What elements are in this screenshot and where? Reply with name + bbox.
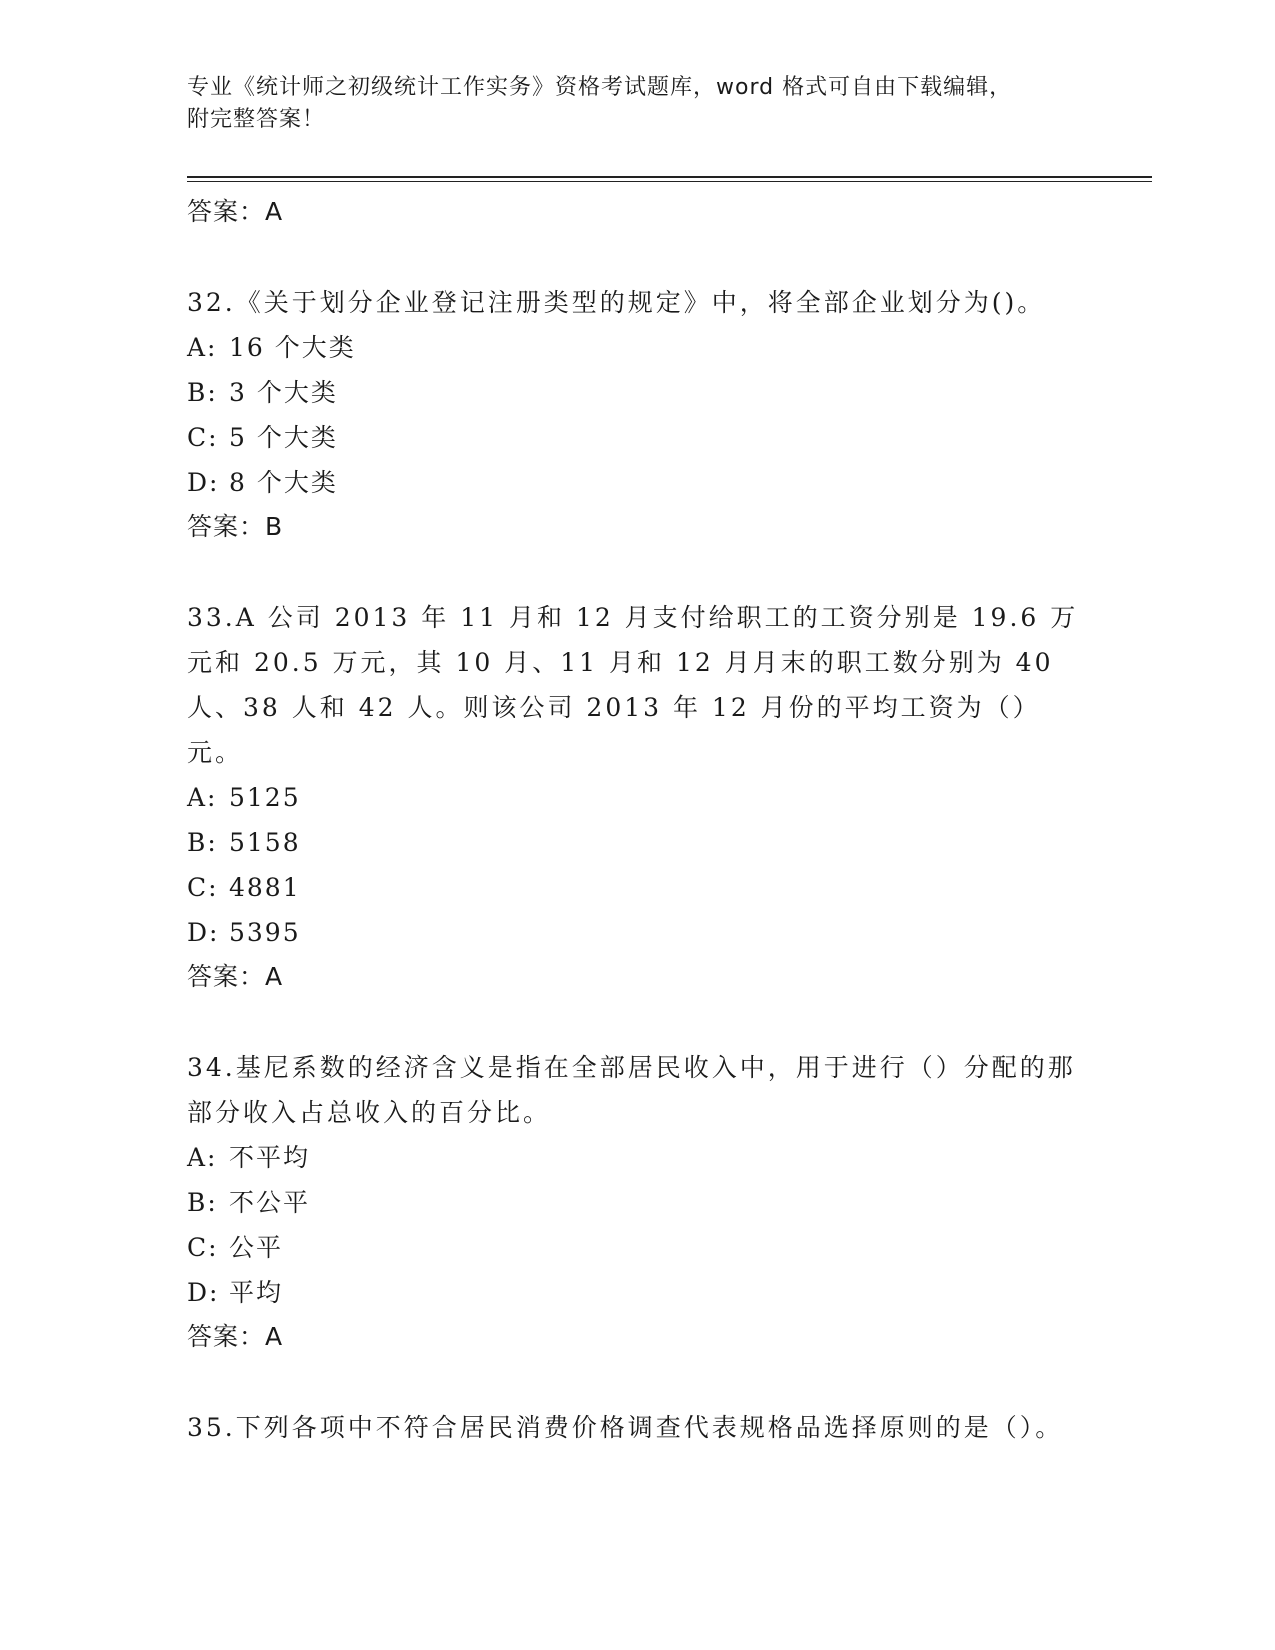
option-letter: B:	[187, 828, 218, 857]
answer-value: A	[265, 197, 284, 226]
option-letter: D:	[187, 1278, 220, 1307]
question-text: 32.《关于划分企业登记注册类型的规定》中，将全部企业划分为()。	[187, 288, 1046, 317]
answer-line	[187, 190, 1087, 234]
answer-label: 答案：	[187, 512, 266, 541]
answer-line	[187, 505, 1087, 549]
option-row	[187, 820, 1087, 865]
option-row	[187, 460, 1087, 505]
header-line-2: 附完整答案！	[187, 107, 326, 132]
answer-line	[187, 1315, 1087, 1359]
option-text: 3 个大类	[229, 378, 338, 407]
answer-value: A	[265, 1322, 284, 1351]
option-letter: C:	[187, 423, 219, 452]
option-text: 5395	[229, 918, 301, 947]
option-row	[187, 1180, 1087, 1225]
option-text: 5158	[229, 828, 301, 857]
header-line-1: 专业《统计师之初级统计工作实务》资格考试题库，word 格式可自由下载编辑，	[187, 75, 1013, 100]
answer-value: A	[265, 962, 284, 991]
option-text: 公平	[229, 1233, 284, 1262]
option-text: 8 个大类	[229, 468, 338, 497]
option-letter: D:	[187, 918, 220, 947]
answer-label: 答案：	[187, 197, 266, 226]
option-letter: A:	[187, 333, 218, 362]
option-text: 不平均	[229, 1143, 311, 1172]
option-row	[187, 415, 1087, 460]
option-letter: A:	[187, 783, 218, 812]
option-row	[187, 325, 1087, 370]
option-row	[187, 865, 1087, 910]
option-letter: D:	[187, 468, 220, 497]
answer-value: B	[265, 512, 284, 541]
question-block	[187, 595, 1087, 999]
option-text: 16 个大类	[229, 333, 356, 362]
header-rule-thick	[187, 176, 1152, 178]
option-row	[187, 1135, 1087, 1180]
question-block	[187, 1045, 1087, 1359]
question-text: 33.A 公司 2013 年 11 月和 12 月支付给职工的工资分别是 19.6 万元和 20.5 万元，其 10 月、11 月和 12 月月末的职工数分别为 40 人、38 人和 42 人。则该公司 2013 年 12 月份的平均工资为（）元。	[187, 603, 1079, 767]
question-text: 35.下列各项中不符合居民消费价格调查代表规格品选择原则的是（）。	[187, 1413, 1064, 1442]
answer-label: 答案：	[187, 962, 266, 991]
option-text: 不公平	[229, 1188, 311, 1217]
option-text: 5 个大类	[229, 423, 338, 452]
answer-label: 答案：	[187, 1322, 266, 1351]
option-letter: C:	[187, 1233, 219, 1262]
question-text: 34.基尼系数的经济含义是指在全部居民收入中，用于进行（）分配的那部分收入占总收入的百分比。	[187, 1053, 1076, 1127]
option-text: 5125	[229, 783, 301, 812]
option-letter: A:	[187, 1143, 218, 1172]
option-letter: B:	[187, 1188, 218, 1217]
question-block	[187, 1405, 1087, 1450]
option-letter: B:	[187, 378, 218, 407]
header-rule-thin	[187, 181, 1152, 182]
option-text: 4881	[229, 873, 301, 902]
answer-line	[187, 955, 1087, 999]
option-letter: C:	[187, 873, 219, 902]
option-row	[187, 775, 1087, 820]
document-header	[187, 72, 1087, 136]
option-text: 平均	[229, 1278, 284, 1307]
option-row	[187, 1225, 1087, 1270]
option-row	[187, 370, 1087, 415]
question-block	[187, 280, 1087, 549]
option-row	[187, 910, 1087, 955]
question-list	[187, 190, 1087, 1450]
option-row	[187, 1270, 1087, 1315]
